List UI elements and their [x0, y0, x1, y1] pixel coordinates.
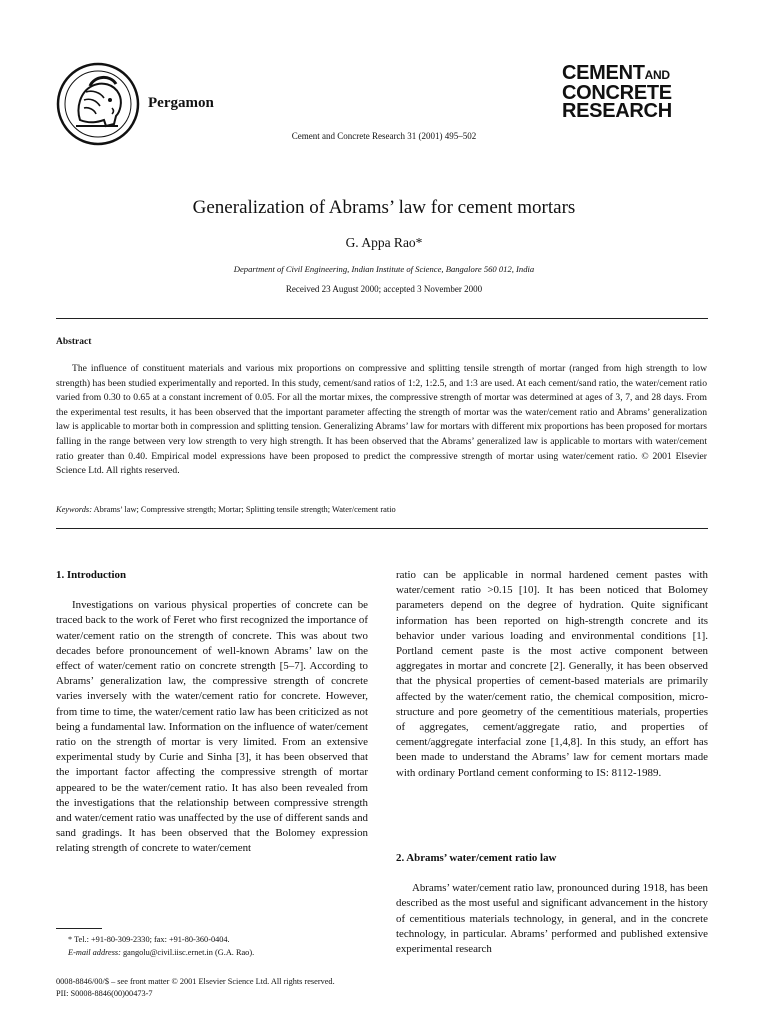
- keywords-list: Abrams’ law; Compressive strength; Mortar; Splitting tensile strength; Water/cement ratio: [93, 505, 396, 514]
- journal-citation: Cement and Concrete Research 31 (2001) 495–502: [291, 131, 477, 141]
- body-column-right: [396, 568, 708, 781]
- body-column-left: [56, 568, 368, 857]
- journal-brand-line2: CONCRETE: [562, 82, 672, 104]
- section2-block: [396, 851, 708, 957]
- footnote-contact: * Tel.: +91-80-309-2330; fax: +91-80-360-0404.: [68, 935, 230, 944]
- abstract-heading: Abstract: [56, 337, 92, 347]
- journal-brand-line1: CEMENTAND: [562, 62, 670, 84]
- received-dates: Received 23 August 2000; accepted 3 November 2000: [285, 284, 483, 294]
- journal-brand: [562, 64, 704, 120]
- footer-pii: PII: S0008-8846(00)00473-7: [56, 989, 153, 998]
- section-heading-introduction: 1. Introduction: [56, 569, 126, 581]
- intro-paragraph: Investigations on various physical properties of concrete can be traced back to the work of Feret who first recognized the importance of water/cement ratio on the strength of concrete. This was about two decades before pronouncement of well-known Abrams’ law on the effect of water/cement ratio on concrete strength [5–7]. According to Abrams’ generalization law, the compressive strength of concrete varies inversely with the water/cement ratio for concrete. However, from time to time, the water/cement ratio law has been criticized as not being a fundamental law. Information on the influence of water/cement ratio on the strength of mortar is very limited. From an extensive experimental study by Curie and Sinha [3], it has been observed that the important factor affecting the compressive strength of mortar appeared to be the water/cement ratio. It has also been revealed from the investigations that the relationship between compressive strength and water/cement ratio was unaffected by the use of different sands and sand gradings. It has been observed that the Bolomey expression relating strength of concrete to water/cement: [56, 599, 368, 855]
- rule-top: [56, 318, 708, 319]
- keywords: [56, 505, 708, 514]
- footnote-email: [56, 947, 368, 959]
- footnote-email-address: gangolu@civil.iisc.ernet.in (G.A. Rao).: [123, 948, 255, 957]
- author-affiliation: Department of Civil Engineering, Indian Institute of Science, Bangalore 560 012, India: [233, 264, 535, 274]
- footer-copyright: 0008-8846/00/$ – see front matter © 2001 Elsevier Science Ltd. All rights reserved.: [56, 977, 335, 986]
- publisher-name: Pergamon: [148, 95, 214, 111]
- keywords-label: Keywords:: [56, 505, 92, 514]
- rule-bottom: [56, 528, 708, 529]
- abrams-law-paragraph: Abrams’ water/cement ratio law, pronounced during 1918, has been described as the most useful and significant advancement in the history of cementitious materials technology, in general, and in the concrete technology, in particular. Abrams’ performed and published extensive experimental research: [396, 882, 708, 956]
- article-title: Generalization of Abrams’ law for cement mortars: [192, 197, 576, 218]
- footnote-email-label: E-mail address:: [68, 948, 121, 957]
- journal-brand-and: AND: [644, 68, 670, 82]
- footnote-rule: [56, 928, 102, 929]
- intro-paragraph-continued: ratio can be applicable in normal hardened cement pastes with water/cement ratio >0.15 [10]. It has been noticed that Bolomey parameters depend on the degree of hydration. Quite significant information has been reported on high-strength concrete and its behavior under various loading and environmental conditions [1]. Portland cement paste is the most active component between aggregates in mortar and concrete [2]. Generally, it has been observed that the physical properties of cement-based materials are primarily affected by the water/cement ratio, the chemical composition, micro-structure and pore geometry of the cementitious materials, properties of aggregates, cement/aggregate ratio, and properties of cement/aggregate interfacial zone [1,4,8]. In this study, an effort has been made to understand the Abrams’ law for cement mortars made with ordinary Portland cement conforming to IS: 8112-1989.: [396, 569, 708, 779]
- journal-brand-line3: RESEARCH: [562, 100, 672, 122]
- article-author: G. Appa Rao*: [345, 235, 423, 250]
- abstract-text: The influence of constituent materials and various mix proportions on compressive and splitting tensile strength of mortar (ranged from high strength to low strength) has been studied experimentally and reported. In this study, cement/sand ratios of 1:2, 1:2.5, and 1:3 are used. At each cement/sand ratio, the water/cement ratio varied from 0.30 to 0.65 at a constant increment of 0.05. For all the mortar mixes, the compressive strength of mortar was determined at ages of 3, 7, and 28 days. From the experimental test results, it has been observed that the important parameter affecting the strength of mortar was the water/cement ratio and Abrams’ generalization law is applicable to mortar both in compression and splitting tension. Generalizing Abrams’ law for mortars with different mix proportions has been proposed for mortars falling in the range between very low strength to very high strength. It has been observed that the Abrams’ generalized law is applicable to mortars with water/cement ratio greater than 0.40. Empirical model expressions have been proposed to predict the compressive strength of mortar using water/cement ratio. © 2001 Elsevier Science Ltd. All rights reserved.: [56, 363, 707, 477]
- section-heading-abrams-law: 2. Abrams’ water/cement ratio law: [396, 852, 557, 864]
